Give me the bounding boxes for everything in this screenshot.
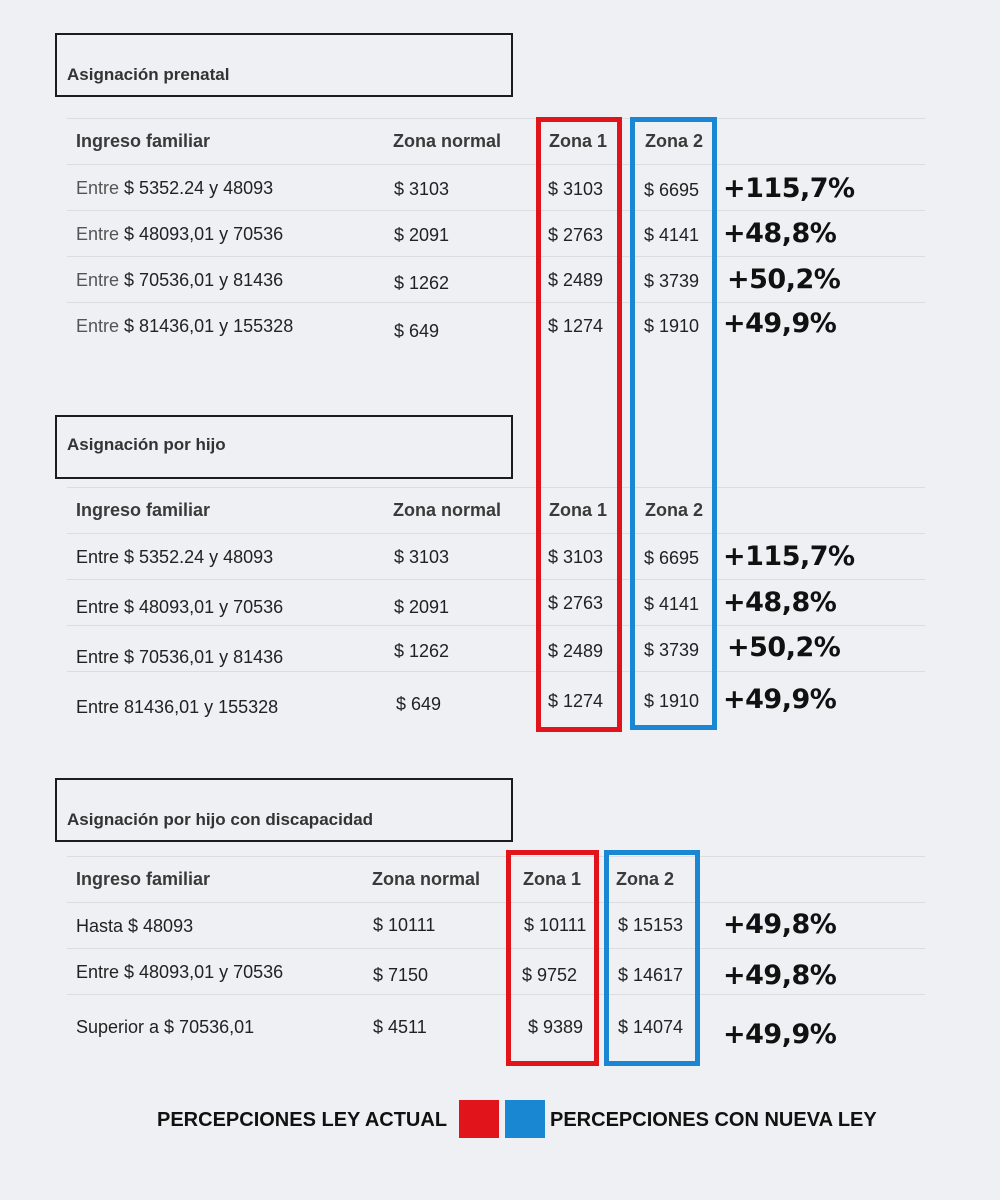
section-title: Asignación por hijo bbox=[67, 435, 226, 454]
cell-ingreso: Entre $ 70536,01 y 81436 bbox=[76, 647, 284, 667]
row-divider bbox=[67, 994, 925, 995]
cell-zona-2: $ 14074 bbox=[618, 1017, 684, 1037]
cell-zona-normal: $ 1262 bbox=[394, 641, 450, 661]
cell-zona-normal: $ 7150 bbox=[373, 965, 429, 985]
cell-zona-2: $ 1910 bbox=[644, 691, 700, 711]
percentage-increase: +50,2% bbox=[727, 632, 841, 663]
cell-zona-2: $ 14617 bbox=[618, 965, 684, 985]
cell-zona-1: $ 2763 bbox=[548, 225, 604, 245]
header-ingreso: Ingreso familiar bbox=[76, 869, 211, 889]
cell-zona-normal: $ 1262 bbox=[394, 273, 450, 293]
row-divider bbox=[67, 902, 925, 903]
row-divider bbox=[67, 856, 925, 857]
percentage-increase: +115,7% bbox=[723, 541, 855, 572]
section-title-box bbox=[55, 33, 513, 97]
cell-zona-1: $ 9752 bbox=[522, 965, 578, 985]
header-zona-normal: Zona normal bbox=[393, 500, 502, 520]
row-divider bbox=[67, 302, 925, 303]
header-ingreso: Ingreso familiar bbox=[76, 131, 211, 151]
cell-ingreso: Entre $ 48093,01 y 70536 bbox=[76, 224, 284, 244]
cell-zona-normal: $ 3103 bbox=[394, 547, 450, 567]
cell-zona-2: $ 3739 bbox=[644, 640, 700, 660]
cell-zona-normal: $ 2091 bbox=[394, 597, 450, 617]
cell-zona-2: $ 6695 bbox=[644, 548, 700, 568]
row-divider bbox=[67, 487, 925, 488]
cell-ingreso: Hasta $ 48093 bbox=[76, 916, 194, 936]
percentage-increase: +48,8% bbox=[723, 218, 837, 249]
cell-zona-normal: $ 3103 bbox=[394, 179, 450, 199]
cell-ingreso: Entre $ 70536,01 y 81436 bbox=[76, 270, 284, 290]
header-ingreso: Ingreso familiar bbox=[76, 500, 211, 520]
cell-zona-normal: $ 10111 bbox=[373, 915, 436, 935]
percentage-increase: +48,8% bbox=[723, 587, 837, 618]
zona-1-highlight-frame bbox=[506, 850, 599, 1066]
header-zona-2: Zona 2 bbox=[645, 131, 704, 151]
percentage-increase: +49,8% bbox=[723, 960, 837, 991]
percentage-increase: +49,9% bbox=[723, 684, 837, 715]
cell-zona-1: $ 2489 bbox=[548, 641, 604, 661]
header-zona-normal: Zona normal bbox=[393, 131, 502, 151]
cell-ingreso: Entre $ 5352.24 y 48093 bbox=[76, 178, 274, 198]
section-title: Asignación por hijo con discapacidad bbox=[67, 810, 374, 829]
cell-zona-1: $ 9389 bbox=[528, 1017, 584, 1037]
cell-zona-2: $ 4141 bbox=[644, 225, 700, 245]
cell-ingreso: Entre $ 48093,01 y 70536 bbox=[76, 597, 284, 617]
section-title-box bbox=[55, 415, 513, 479]
cell-zona-normal: $ 4511 bbox=[373, 1017, 427, 1037]
cell-zona-normal: $ 649 bbox=[396, 694, 442, 714]
cell-zona-1: $ 2489 bbox=[548, 270, 604, 290]
row-divider bbox=[67, 533, 925, 534]
percentage-increase: +49,9% bbox=[723, 308, 837, 339]
percentage-increase: +49,9% bbox=[723, 1019, 837, 1050]
legend-label-new-law: PERCEPCIONES CON NUEVA LEY bbox=[550, 1109, 877, 1131]
percentage-increase: +49,8% bbox=[723, 909, 837, 940]
cell-zona-2: $ 3739 bbox=[644, 271, 700, 291]
row-divider bbox=[67, 256, 925, 257]
row-divider bbox=[67, 948, 925, 949]
row-divider bbox=[67, 671, 925, 672]
cell-zona-1: $ 2763 bbox=[548, 593, 604, 613]
header-zona-2: Zona 2 bbox=[645, 500, 704, 520]
cell-ingreso: Entre 81436,01 y 155328 bbox=[76, 697, 279, 717]
cell-zona-1: $ 10111 bbox=[524, 915, 587, 935]
cell-ingreso: Entre $ 48093,01 y 70536 bbox=[76, 962, 284, 982]
cell-zona-1: $ 1274 bbox=[548, 691, 604, 711]
cell-ingreso: Entre $ 81436,01 y 155328 bbox=[76, 316, 294, 336]
section-title: Asignación prenatal bbox=[67, 65, 230, 84]
zona-2-highlight-frame bbox=[630, 117, 717, 730]
row-divider bbox=[67, 118, 925, 119]
percentage-increase: +115,7% bbox=[723, 173, 855, 204]
row-divider bbox=[67, 579, 925, 580]
legend-label-current-law: PERCEPCIONES LEY ACTUAL bbox=[157, 1109, 448, 1131]
row-divider bbox=[67, 164, 925, 165]
row-divider bbox=[67, 210, 925, 211]
header-zona-1: Zona 1 bbox=[549, 131, 608, 151]
cell-ingreso: Entre $ 5352.24 y 48093 bbox=[76, 547, 274, 567]
cell-zona-1: $ 3103 bbox=[548, 547, 604, 567]
cell-zona-2: $ 6695 bbox=[644, 180, 700, 200]
header-zona-1: Zona 1 bbox=[523, 869, 582, 889]
legend-swatch-blue bbox=[505, 1100, 545, 1138]
row-divider bbox=[67, 625, 925, 626]
header-zona-1: Zona 1 bbox=[549, 500, 608, 520]
legend-swatch-red bbox=[459, 1100, 499, 1138]
cell-zona-1: $ 1274 bbox=[548, 316, 604, 336]
cell-zona-2: $ 15153 bbox=[618, 915, 684, 935]
header-zona-2: Zona 2 bbox=[616, 869, 675, 889]
cell-zona-1: $ 3103 bbox=[548, 179, 604, 199]
cell-zona-normal: $ 2091 bbox=[394, 225, 450, 245]
cell-zona-2: $ 1910 bbox=[644, 316, 700, 336]
cell-ingreso: Superior a $ 70536,01 bbox=[76, 1017, 255, 1037]
section-title-box bbox=[55, 778, 513, 842]
zona-2-highlight-frame bbox=[604, 850, 700, 1066]
cell-zona-2: $ 4141 bbox=[644, 594, 700, 614]
header-zona-normal: Zona normal bbox=[372, 869, 481, 889]
zona-1-highlight-frame bbox=[536, 117, 622, 732]
percentage-increase: +50,2% bbox=[727, 264, 841, 295]
cell-zona-normal: $ 649 bbox=[394, 321, 440, 341]
